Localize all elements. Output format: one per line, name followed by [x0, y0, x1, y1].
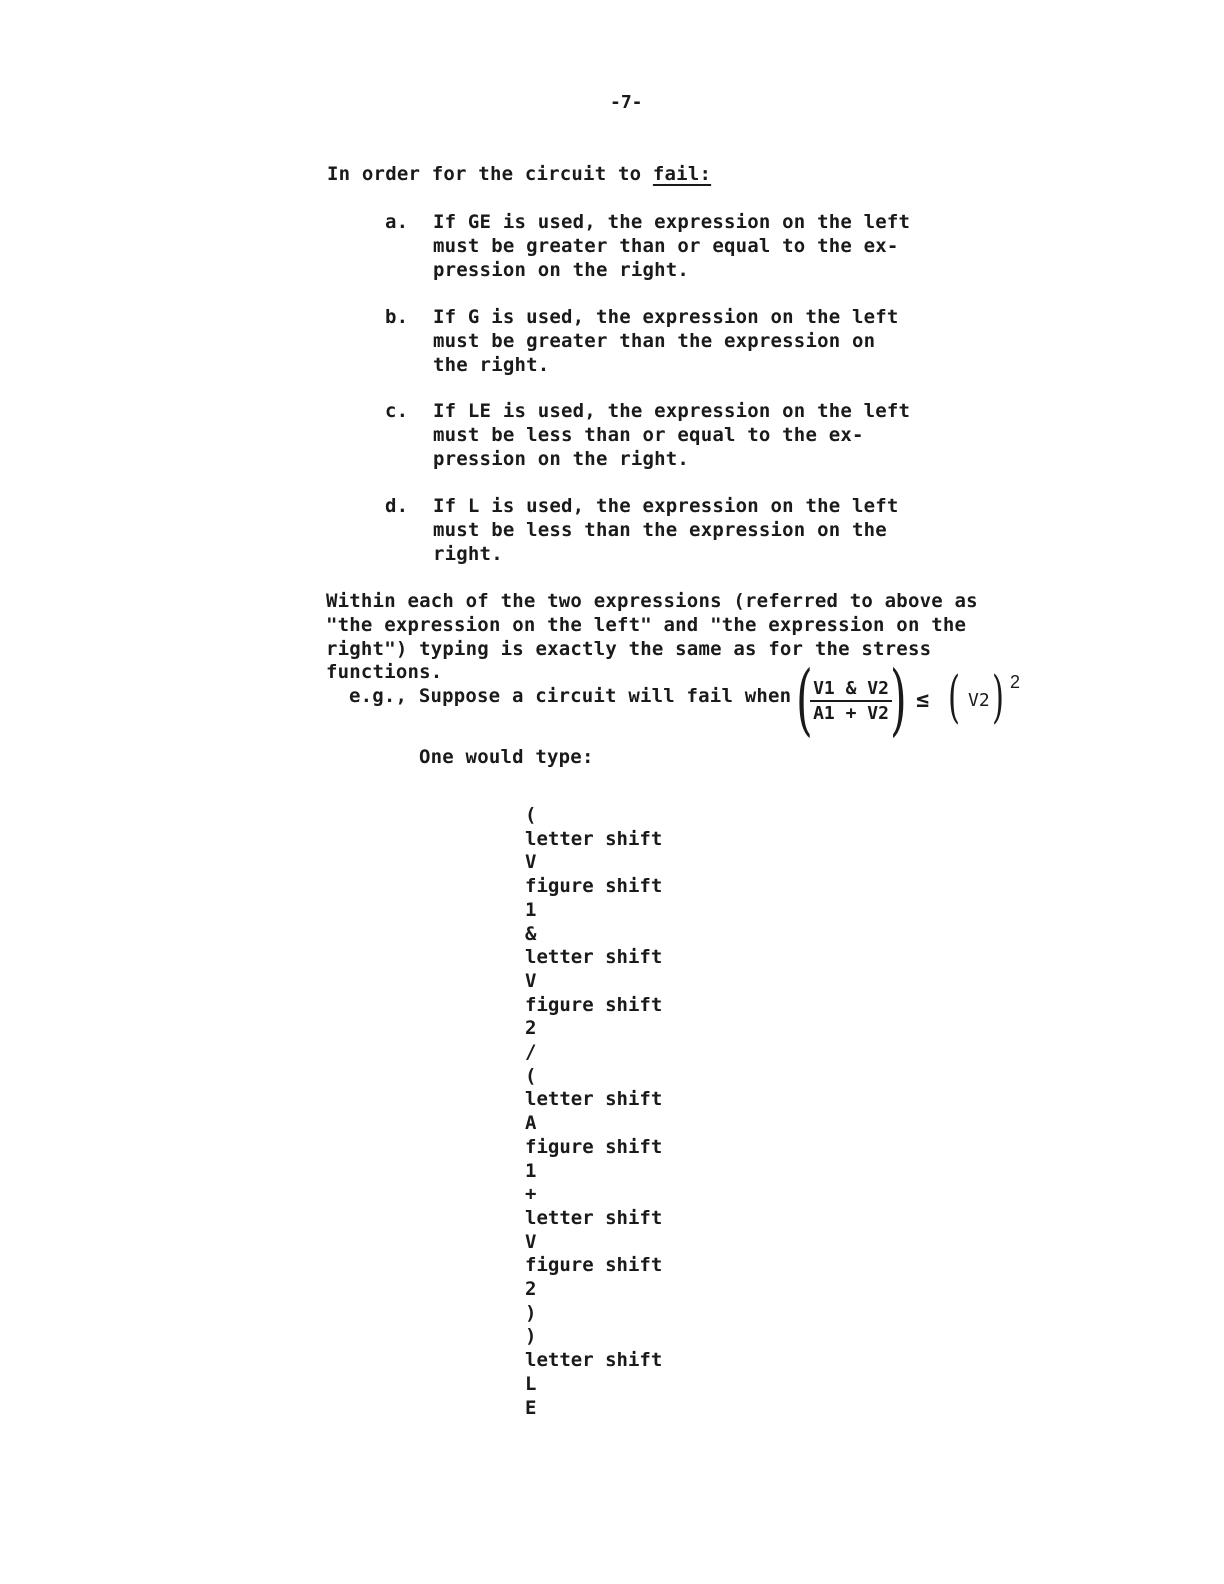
- sequence-item: A: [525, 1112, 537, 1135]
- paragraph-line-2: "the expression on the left" and "the expression on the: [326, 614, 967, 636]
- intro-prefix: In order for the circuit to: [327, 163, 653, 185]
- sequence-item: (: [525, 1064, 537, 1087]
- sequence-item: ): [525, 1325, 537, 1348]
- sequence-item: V: [525, 969, 537, 992]
- formula-fraction: [810, 678, 892, 724]
- condition-a-line-2: must be greater than or equal to the ex-: [433, 235, 899, 257]
- condition-d-line-1: If L is used, the expression on the left: [433, 495, 899, 517]
- sequence-item: figure shift: [525, 1135, 663, 1158]
- formula-relation: ≤: [916, 688, 930, 713]
- formula-rhs: V2: [968, 690, 990, 711]
- sequence-item: V: [525, 1230, 537, 1253]
- condition-d-line-2: must be less than the expression on the: [433, 519, 887, 541]
- sequence-item: figure shift: [525, 993, 663, 1016]
- sequence-item: ): [525, 1301, 537, 1324]
- example-formula: [796, 655, 1036, 745]
- condition-d-letter: d.: [385, 495, 409, 517]
- sequence-item: letter shift: [525, 827, 663, 850]
- condition-c-letter: c.: [385, 400, 409, 422]
- instruction-text: One would type:: [419, 746, 594, 768]
- sequence-item: 2: [525, 1278, 537, 1301]
- condition-b-line-2: must be greater than the expression on: [433, 330, 876, 352]
- sequence-item: letter shift: [525, 1088, 663, 1111]
- sequence-item: V: [525, 851, 537, 874]
- formula-rhs-right-paren: ): [992, 665, 1005, 730]
- intro-line: [327, 162, 711, 186]
- sequence-item: 1: [525, 1159, 537, 1182]
- paragraph-line-1: Within each of the two expressions (referred to above as: [326, 590, 978, 612]
- condition-c-line-3: pression on the right.: [433, 448, 690, 470]
- sequence-item: E: [525, 1396, 537, 1419]
- sequence-item: +: [525, 1183, 537, 1206]
- formula-right-paren: ): [890, 655, 907, 745]
- paragraph-line-4: functions.: [326, 661, 443, 683]
- condition-a-letter: a.: [385, 211, 409, 233]
- formula-exponent: 2: [1010, 672, 1021, 692]
- condition-a-line-1: If GE is used, the expression on the left: [433, 211, 911, 233]
- condition-c-line-2: must be less than or equal to the ex-: [433, 424, 864, 446]
- formula-rhs-left-paren: (: [948, 665, 961, 730]
- intro-emphasis: fail:: [652, 163, 712, 185]
- condition-b-line-1: If G is used, the expression on the left: [433, 306, 899, 328]
- sequence-item: letter shift: [525, 1206, 663, 1229]
- sequence-item: 1: [525, 898, 537, 921]
- sequence-item: figure shift: [525, 875, 663, 898]
- sequence-item: L: [525, 1372, 537, 1395]
- formula-numerator: V1 & V2: [810, 678, 892, 702]
- sequence-item: /: [525, 1041, 537, 1064]
- sequence-item: 2: [525, 1017, 537, 1040]
- condition-a-line-3: pression on the right.: [433, 259, 690, 281]
- sequence-item: figure shift: [525, 1254, 663, 1277]
- condition-c-line-1: If LE is used, the expression on the left: [433, 400, 911, 422]
- typing-sequence: [525, 804, 662, 1420]
- sequence-item: (: [525, 804, 537, 826]
- sequence-item: letter shift: [525, 1349, 663, 1372]
- sequence-item: letter shift: [525, 946, 663, 969]
- sequence-item: &: [525, 922, 537, 945]
- condition-b-letter: b.: [385, 306, 409, 328]
- formula-left-paren: (: [796, 655, 813, 745]
- example-lead: e.g., Suppose a circuit will fail when: [349, 685, 792, 707]
- page-number: -7-: [610, 92, 643, 113]
- formula-denominator: A1 + V2: [813, 703, 889, 724]
- condition-b-line-3: the right.: [433, 354, 550, 376]
- condition-d-line-3: right.: [433, 543, 503, 565]
- paragraph-line-3: right") typing is exactly the same as for the stress: [326, 638, 932, 660]
